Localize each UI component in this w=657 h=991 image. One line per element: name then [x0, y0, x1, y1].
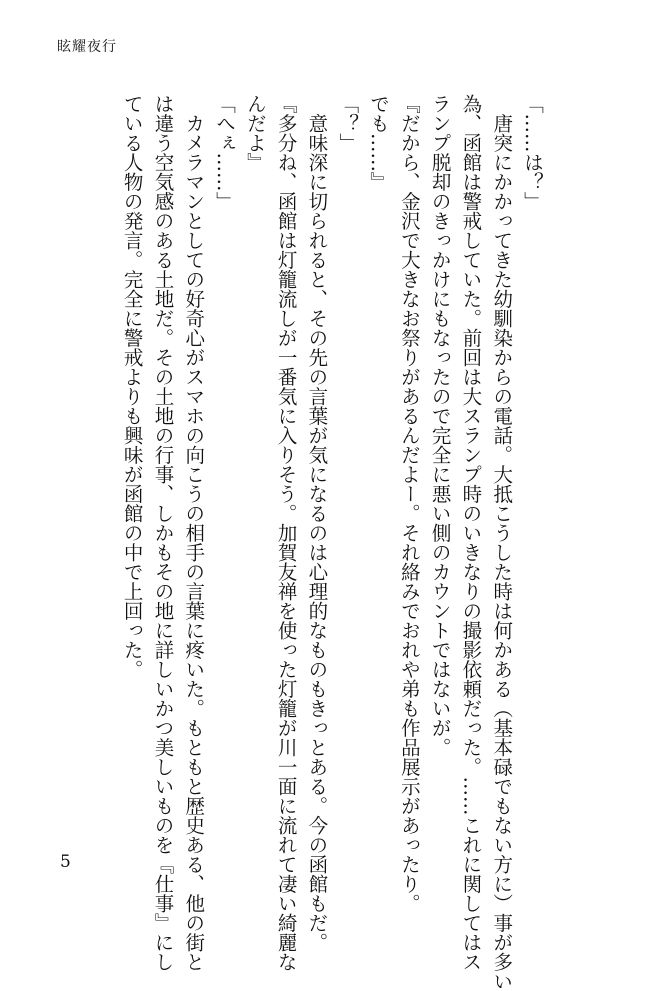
- text-line: 『だから、金沢で大きなお祭りがあるんだよー。それ絡みでおれや弟も作品展示があったり。: [397, 94, 421, 913]
- text-line: でも……』: [367, 94, 391, 192]
- text-line: 『多分ね、函館は灯籠流しが一番気に入りそう。加賀友禅を使った灯籠が川一面に流れて凄い綺麗な: [274, 94, 298, 972]
- text-line: 「へぇ……」: [213, 94, 237, 211]
- text-line: ている人物の発言。完全に警戒よりも興味が函館の中で上回った。: [120, 94, 144, 679]
- text-line: 唐突にかかってきた幼馴染からの電話。大抵こうした時は何かある（基本碌でもない方に）事が多い: [490, 94, 514, 991]
- text-line: カメラマンとしての好奇心がスマホの向こうの相手の言葉に疼いた。もともと歴史ある、他の街と: [182, 94, 206, 972]
- text-line: は違う空気感のある土地だ。その土地の行事、しかもその地に詳しいかつ美しいものを『仕事』にし: [151, 94, 175, 972]
- page-number: 5: [60, 852, 71, 872]
- vertical-body-text: [116, 94, 547, 991]
- text-line: 為、函館は警戒していた。前回は大スランプ時のいきなりの撮影依頼だった。……これに関してはス: [459, 94, 483, 972]
- running-title: 眩耀夜行: [57, 39, 117, 55]
- text-line: んだよ』: [243, 94, 267, 172]
- text-line: 「？」: [336, 94, 360, 153]
- text-line: 「……は？」: [521, 94, 544, 211]
- text-line: 意味深に切られると、その先の言葉が気になるのは心理的なものもきっとある。今の函館もだ。: [305, 94, 329, 952]
- text-line: ランプ脱却のきっかけにもなったので完全に悪い側のカウントではないが。: [428, 94, 452, 757]
